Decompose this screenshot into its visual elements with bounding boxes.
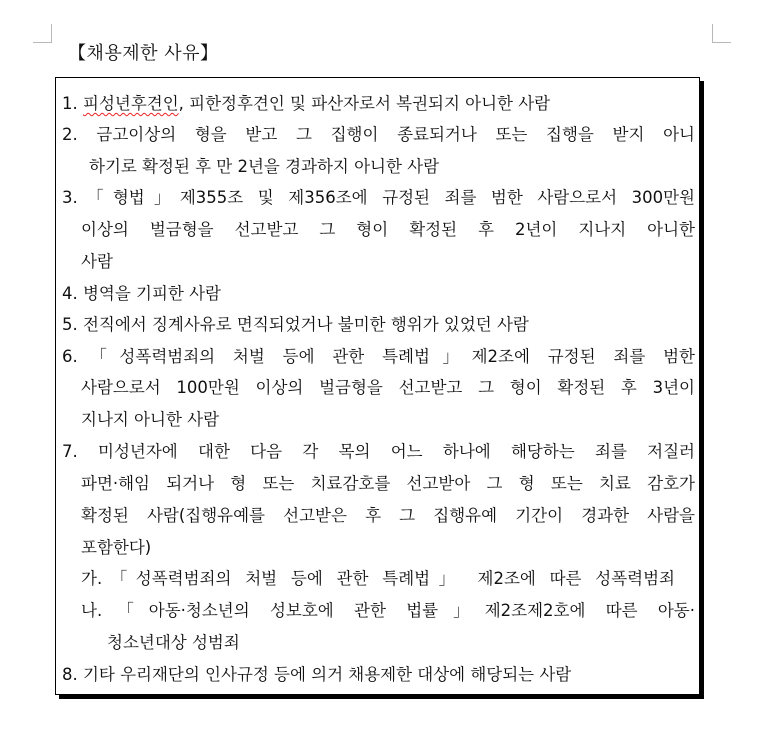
item-1-text: , 피한정후견인 및 파산자로서 복권되지 아니한 사람	[178, 94, 551, 113]
item-7-line-2: 파면·해임 되거나 형 또는 치료감호를 선고받아 그 형 또는 치료 감호가	[81, 474, 695, 493]
item-7-line-1: 7. 미성년자에 대한 다음 각 목의 어느 하나에 해당하는 죄를 저질러	[62, 442, 695, 461]
item-3-line-2: 이상의 벌금형을 선고받고 그 형이 확정된 후 2년이 지나지 아니한	[81, 220, 695, 239]
item-3-line-1: 3.「형법」제355조 및 제356조에 규정된 죄를 범한 사람으로서 300만원	[62, 188, 695, 207]
item-4: 4. 병역을 기피한 사람	[62, 284, 221, 303]
section-heading: 【채용제한 사유】	[68, 43, 219, 64]
item-1-number: 1.	[62, 94, 78, 113]
item-3-line-3: 사람	[81, 252, 113, 271]
item-1-spellcheck-word: 피성년후견인	[83, 94, 179, 113]
page-corner-mark-top-right	[712, 24, 731, 43]
item-7-line-4: 포함한다)	[81, 538, 152, 557]
item-6-line-1: 6.「성폭력범죄의 처벌 등에 관한 특례법」제2조에 규정된 죄를 범한	[62, 347, 695, 366]
item-7-sub-b-line-2: 청소년대상 성범죄	[107, 633, 240, 652]
item-7-line-3: 확정된 사람(집행유예를 선고받은 후 그 집행유예 기간이 경과한 사람을	[81, 506, 695, 525]
page-corner-mark-top-left	[33, 24, 52, 43]
restriction-reasons-box	[55, 77, 700, 695]
item-7-sub-a: 가.「성폭력범죄의 처벌 등에 관한 특례법」 제2조에 따른 성폭력범죄	[81, 569, 675, 588]
item-1	[62, 94, 550, 114]
item-6-line-3: 지나지 아니한 사람	[81, 410, 220, 429]
item-7-sub-b-line-1: 나.「아동·청소년의 성보호에 관한 법률」제2조제2호에 따른 아동·	[81, 601, 695, 620]
item-6-line-2: 사람으로서 100만원 이상의 벌금형을 선고받고 그 형이 확정된 후 3년이	[81, 378, 695, 397]
item-5: 5. 전직에서 징계사유로 면직되었거나 불미한 행위가 있었던 사람	[62, 315, 529, 334]
item-2-line-2: 하기로 확정된 후 만 2년을 경과하지 아니한 사람	[89, 157, 440, 176]
item-8: 8. 기타 우리재단의 인사규정 등에 의거 채용제한 대상에 해당되는 사람	[62, 665, 572, 684]
item-2-line-1: 2. 금고이상의 형을 받고 그 집행이 종료되거나 또는 집행을 받지 아니	[62, 125, 695, 144]
